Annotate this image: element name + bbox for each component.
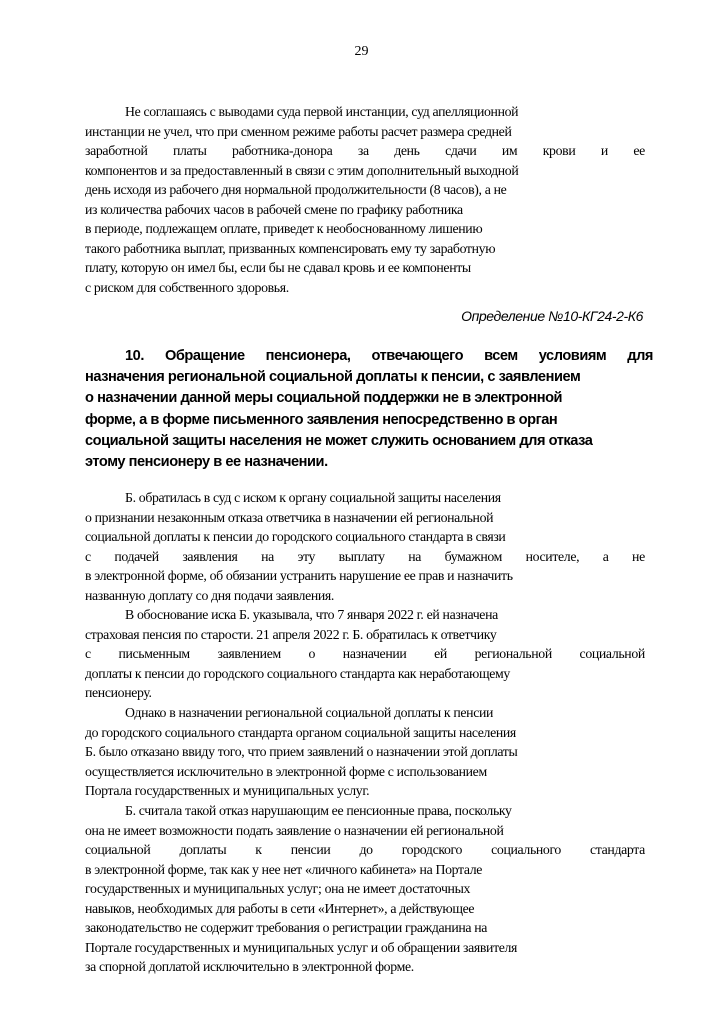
word: на	[408, 548, 422, 564]
paragraph-court-reasoning	[85, 102, 645, 297]
paragraph-claim	[85, 488, 645, 605]
text-line: с риском для собственного здоровья.	[85, 279, 289, 295]
heading-line: форме, а в форме письменного заявления непосредственно в орган	[85, 411, 558, 428]
section-heading-10	[85, 346, 653, 473]
word: и	[600, 143, 608, 158]
word: ее	[633, 143, 645, 158]
text-line: пенсионеру.	[85, 685, 152, 700]
heading-line: социальной защиты населения не может служить основанием для отказа	[85, 432, 593, 449]
text-line: до городского социального стандарта органом социальной защиты населения	[85, 724, 516, 740]
word: пенсии	[290, 842, 331, 857]
word: для	[627, 348, 653, 364]
word: им	[501, 143, 518, 158]
word: городского	[401, 842, 463, 857]
text-line	[85, 141, 645, 161]
text-line: плату, которую он имел бы, если бы не сдавал кровь и ее компоненты	[85, 260, 471, 275]
word: до	[359, 842, 373, 857]
text-line: инстанции не учел, что при сменном режиме работы расчет размера средней	[85, 123, 512, 139]
text-line: Б. обратилась в суд с иском к органу социальной защиты населения	[125, 490, 501, 505]
text-line: государственных и муниципальных услуг; она не имеет достаточных	[85, 881, 471, 896]
heading-line	[85, 346, 653, 367]
word: назначении	[342, 646, 407, 661]
word: не	[632, 548, 645, 564]
word: социальной	[579, 646, 645, 661]
word: о	[308, 646, 316, 661]
heading-line: назначения региональной социальной доплаты к пенсии, с заявлением	[85, 369, 581, 386]
text-line: в периоде, подлежащем оплате, приведет к необоснованному лишению	[85, 221, 483, 236]
word: региональной	[474, 646, 552, 661]
heading-line: о назначении данной меры социальной поддержки не в электронной	[85, 390, 563, 407]
text-line: из количества рабочих часов в рабочей смене по графику работника	[85, 201, 463, 217]
text-line: социальной доплаты к пенсии до городского социального стандарта в связи	[85, 529, 506, 544]
word: эту	[297, 548, 316, 564]
word: 10.	[125, 348, 144, 364]
word: всем	[484, 348, 518, 364]
paragraph-grounds	[85, 605, 645, 703]
word: письменным	[118, 646, 190, 661]
word: подачей	[114, 548, 159, 564]
word: пенсионера,	[265, 348, 351, 364]
text-line	[85, 547, 645, 567]
text-line: Портала государственных и муниципальных услуг.	[85, 783, 370, 798]
page-number: 29	[354, 44, 369, 59]
paragraph-refusal	[85, 703, 645, 801]
text-line	[85, 840, 645, 860]
word: заработной	[85, 143, 148, 158]
word: к	[255, 842, 262, 857]
text-line: В обоснование иска Б. указывала, что 7 января 2022 г. ей назначена	[125, 607, 498, 622]
word: день	[394, 143, 420, 158]
word: бумажном	[444, 548, 503, 564]
word: Обращение	[164, 348, 245, 364]
word: условиям	[538, 348, 607, 364]
word: работника-донора	[232, 143, 333, 158]
text-line: о признании незаконным отказа ответчика в назначении ей региональной	[85, 509, 494, 525]
text-line: Однако в назначении региональной социальной доплаты к пенсии	[125, 705, 494, 720]
word: ей	[434, 646, 447, 661]
text-line: Б. было отказано ввиду того, что прием заявлений о назначении этой доплаты	[85, 744, 518, 759]
word: с	[85, 548, 91, 564]
word: заявлением	[217, 646, 281, 661]
word: сдачи	[445, 143, 477, 158]
word: крови	[542, 143, 576, 158]
text-line: она не имеет возможности подать заявление о назначении ей региональной	[85, 822, 504, 838]
text-line: в электронной форме, об обязании устранить нарушение ее прав и назначить	[85, 568, 513, 583]
word: а	[602, 548, 609, 564]
word: платы	[172, 143, 207, 158]
word: выплату	[338, 548, 385, 564]
text-line: такого работника выплат, призванных компенсировать ему ту заработную	[85, 240, 496, 256]
text-line	[85, 644, 645, 664]
heading-line: этому пенсионеру в ее назначении.	[85, 454, 328, 471]
word: носителе,	[525, 548, 580, 564]
text-line: за спорной доплатой исключительно в электронной форме.	[85, 959, 414, 974]
paragraph-position	[85, 801, 645, 977]
text-line: осуществляется исключительно в электронной форме с использованием	[85, 763, 487, 779]
word: на	[261, 548, 274, 564]
case-citation: Определение №10-КГ24-2-К6	[461, 308, 643, 324]
text-line: доплаты к пенсии до городского социального стандарта как неработающему	[85, 665, 510, 681]
text-line: Портале государственных и муниципальных услуг и об обращении заявителя	[85, 939, 518, 955]
word: социального	[491, 842, 561, 857]
word: социальной	[85, 842, 151, 857]
word: за	[357, 143, 369, 158]
text-line: навыков, необходимых для работы в сети «Интернет», а действующее	[85, 900, 475, 916]
text-line: в электронной форме, так как у нее нет «личного кабинета» на Портале	[85, 861, 483, 877]
word: доплаты	[179, 842, 227, 857]
word: с	[85, 646, 91, 661]
text-line: названную доплату со дня подачи заявления.	[85, 587, 335, 603]
text-line: Не соглашаясь с выводами суда первой инстанции, суд апелляционной	[125, 104, 519, 119]
text-line: законодательство не содержит требования о регистрации гражданина на	[85, 920, 488, 935]
word: стандарта	[590, 842, 645, 857]
text-line: день исходя из рабочего дня нормальной продолжительности (8 часов), а не	[85, 182, 507, 197]
text-line: страховая пенсия по старости. 21 апреля 2022 г. Б. обратилась к ответчику	[85, 626, 497, 642]
word: заявления	[182, 548, 238, 564]
word: отвечающего	[371, 348, 464, 364]
text-line: компонентов и за предоставленный в связи с этим дополнительный выходной	[85, 162, 519, 178]
text-line: Б. считала такой отказ нарушающим ее пенсионные права, поскольку	[125, 803, 512, 818]
